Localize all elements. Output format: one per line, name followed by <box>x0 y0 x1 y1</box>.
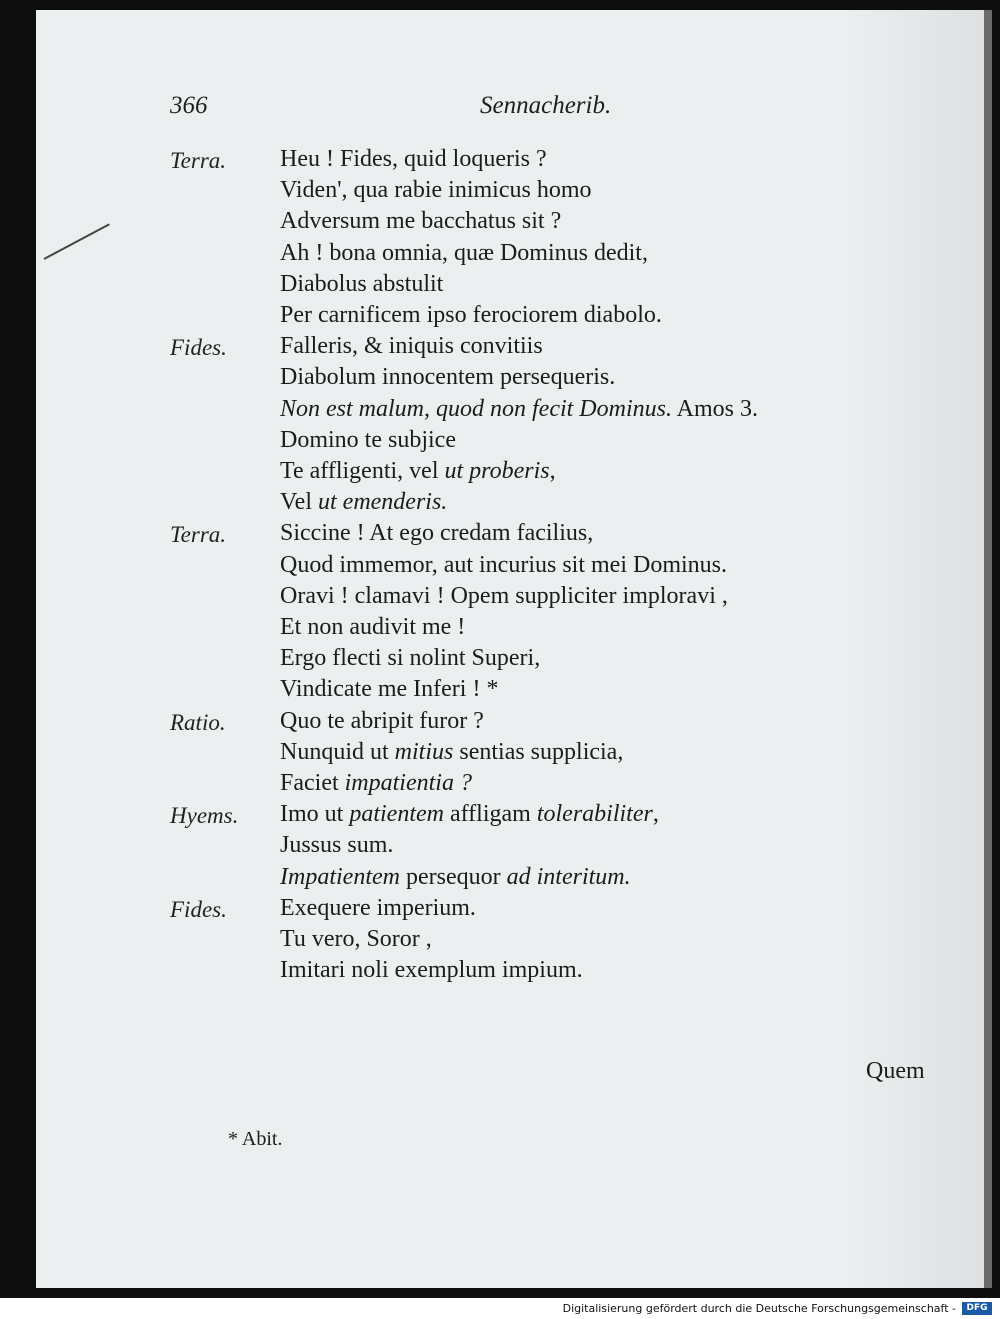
speaker-label: Hyems. <box>170 803 239 829</box>
verse-line <box>280 458 556 485</box>
text-segment: Adversum me bacchatus sit ? <box>280 208 562 235</box>
verse-line <box>280 364 615 391</box>
verse-line <box>280 957 583 984</box>
text-segment: , <box>652 801 659 828</box>
text-segment: Ergo flecti si nolint Superi, <box>280 645 541 672</box>
italic-segment: mitius <box>394 738 454 765</box>
page-edge <box>984 10 992 1288</box>
text-segment: Et non audivit me ! <box>280 614 466 640</box>
text-segment: Amos 3. <box>671 395 758 422</box>
verse-line <box>280 895 476 922</box>
text-segment: Quod immemor, aut incurius sit mei Dominus. <box>280 551 727 578</box>
text-segment: affligam <box>443 801 537 828</box>
running-title: Sennacherib. <box>480 92 612 119</box>
speaker-label: Ratio. <box>170 709 226 735</box>
text-segment: Diabolum innocentem persequeris. <box>280 364 616 391</box>
speaker-label: Fides. <box>170 335 227 361</box>
text-segment: sentias supplicia, <box>453 738 624 765</box>
text-segment: Ah ! bona omnia, quæ Dominus dedit, <box>280 239 648 266</box>
verse-line <box>280 832 393 859</box>
italic-segment: impatientia ? <box>344 770 472 796</box>
italic-segment: patientem <box>349 801 444 828</box>
verse-line <box>280 676 498 703</box>
verse-line <box>280 177 591 204</box>
catchword: Quem <box>866 1058 925 1084</box>
verse-line <box>280 396 758 423</box>
verse-line <box>280 926 432 953</box>
text-segment: , <box>549 458 556 484</box>
text-segment: Tu vero, Soror , <box>280 926 432 952</box>
italic-segment: Impatientem <box>280 863 400 890</box>
text-segment: Heu ! Fides, quid loqueris ? <box>280 146 547 172</box>
verse-line <box>280 645 540 672</box>
text-segment: Imo ut <box>280 801 350 828</box>
verse-line <box>280 427 456 454</box>
verse-line <box>280 208 561 235</box>
text-segment: Per carnificem ipso ferociorem diabolo. <box>280 302 662 328</box>
text-segment: Vel <box>280 489 318 516</box>
verse-line <box>280 864 631 891</box>
italic-segment: ut emenderis. <box>318 489 448 516</box>
italic-segment: tolerabiliter <box>536 801 653 828</box>
verse-line <box>280 614 465 641</box>
dfg-logo: DFG <box>962 1302 992 1315</box>
page-number: 366 <box>170 92 208 119</box>
text-segment: Oravi ! clamavi ! Opem suppliciter imploravi , <box>280 582 728 609</box>
text-segment: Falleris, & iniquis convitiis <box>280 333 543 360</box>
footnote: * Abit. <box>228 1128 283 1150</box>
verse-line <box>280 146 547 173</box>
text-segment: Siccine ! At ego credam facilius, <box>280 520 594 547</box>
text-segment: Domino te subjice <box>280 426 456 453</box>
text-segment: Nunquid ut <box>280 738 395 765</box>
speaker-label: Fides. <box>170 896 227 922</box>
italic-segment: Non est malum, quod non fecit Dominus. <box>280 395 672 422</box>
verse-line <box>280 708 484 735</box>
text-segment: Te affligenti, vel <box>280 458 445 484</box>
verse-line <box>280 520 593 547</box>
italic-segment: ut proberis <box>444 458 550 484</box>
verse-line <box>280 489 447 516</box>
verse-line <box>280 271 443 298</box>
text-segment: Quo te abripit furor ? <box>280 707 484 734</box>
speaker-label: Terra. <box>170 148 227 173</box>
footer-credit: Digitalisierung gefördert durch die Deutsche Forschungsgemeinschaft - <box>562 1302 956 1315</box>
verse-line <box>280 739 623 766</box>
italic-segment: ad interitum. <box>506 863 631 890</box>
speaker-label: Terra. <box>170 522 227 548</box>
text-segment: Exequere imperium. <box>280 894 476 921</box>
text-segment: Faciet <box>280 770 345 796</box>
verse-line <box>280 552 727 579</box>
verse-line <box>280 801 659 828</box>
verse-line <box>280 333 543 360</box>
page-header <box>170 92 930 132</box>
verse-line <box>280 583 728 610</box>
verse-line <box>280 770 472 797</box>
verse-line <box>280 302 662 329</box>
text-segment: persequor <box>399 863 507 890</box>
text-segment: Viden', qua rabie inimicus homo <box>280 177 592 204</box>
verse-line <box>280 240 648 267</box>
text-segment: Imitari noli exemplum impium. <box>280 957 583 984</box>
text-segment: Vindicate me Inferi ! * <box>280 676 499 703</box>
text-segment: Jussus sum. <box>280 832 394 859</box>
text-segment: Diabolus abstulit <box>280 270 444 297</box>
